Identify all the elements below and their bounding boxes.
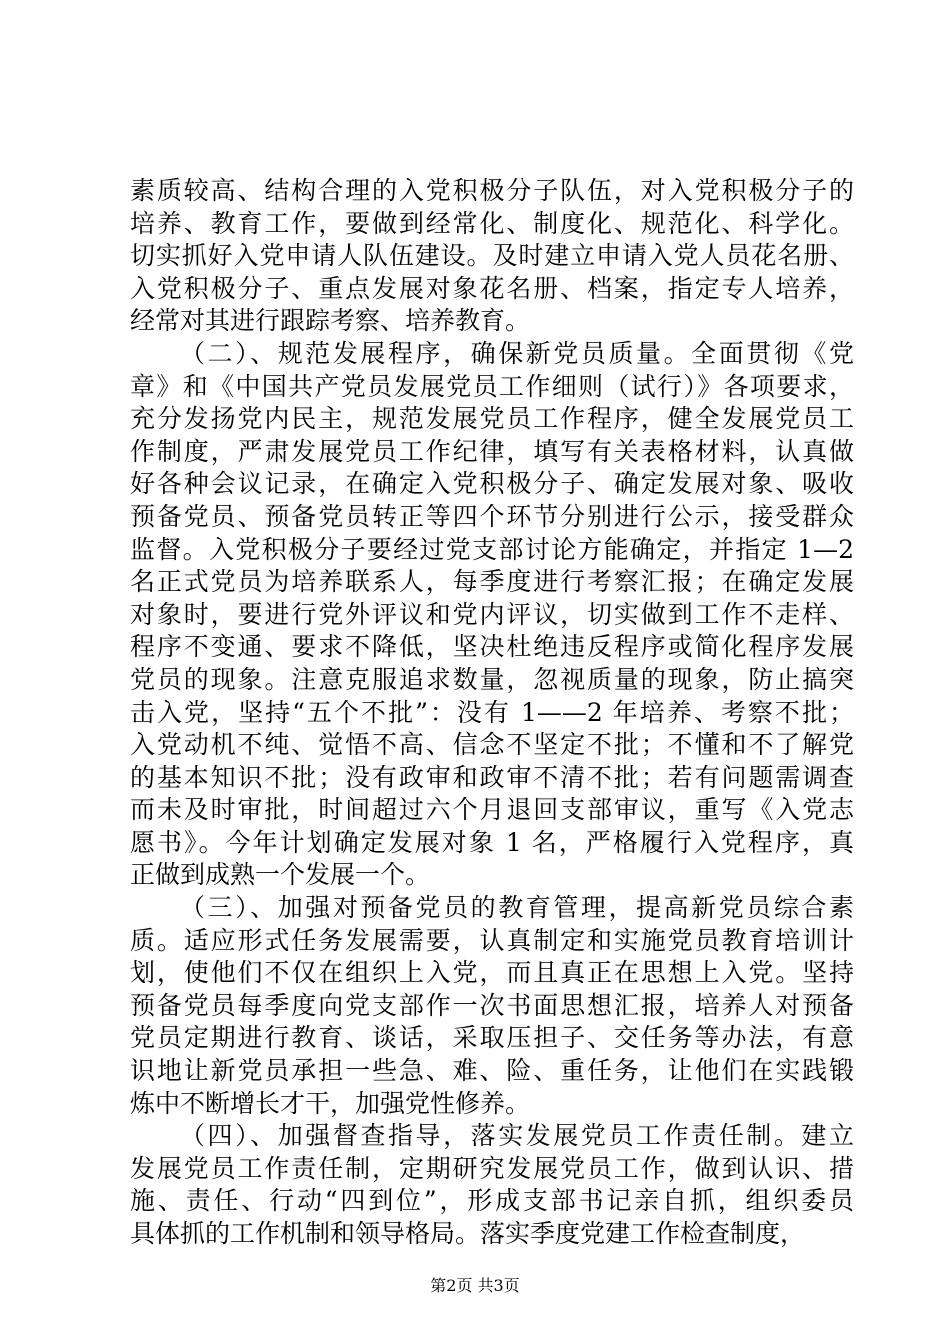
text-line: 程序不变通、要求不降低，坚决杜绝违反程序或简化程序发展 xyxy=(130,632,854,662)
text-line: 好各种会议记录，在确定入党积极分子、确定发展对象、吸收 xyxy=(130,469,854,499)
text-line: 培养、教育工作，要做到经常化、制度化、规范化、科学化。 xyxy=(130,208,854,238)
text-line: 入党动机不纯、觉悟不高、信念不坚定不批；不懂和不了解党 xyxy=(130,730,854,760)
text-line: 作制度，严肃发展党员工作纪律，填写有关表格材料，认真做 xyxy=(130,436,854,466)
text-line: 愿书》。今年计划确定发展对象 1 名，严格履行入党程序，真 xyxy=(130,827,854,857)
text-line: 党员定期进行教育、谈话，采取压担子、交任务等办法，有意 xyxy=(130,1023,854,1053)
text-line: 素质较高、结构合理的入党积极分子队伍，对入党积极分子的 xyxy=(130,176,854,205)
text-line: 施、责任、行动“四到位”，形成支部书记亲自抓，组织委员 xyxy=(130,1186,854,1216)
page-footer: 第2页 共3页 xyxy=(430,1276,520,1295)
text-line: 而未及时审批，时间超过六个月退回支部审议，重写《入党志 xyxy=(130,795,854,825)
text-line: 对象时，要进行党外评议和党内评议，切实做到工作不走样、 xyxy=(130,599,854,629)
text-line: 正做到成熟一个发展一个。 xyxy=(130,860,431,890)
text-line: 切实抓好入党申请人队伍建设。及时建立申请入党人员花名册、 xyxy=(130,241,854,271)
text-line: 名正式党员为培养联系人，每季度进行考察汇报；在确定发展 xyxy=(130,567,854,597)
text-line: （二）、规范发展程序，确保新党员质量。全面贯彻《党 xyxy=(180,338,854,368)
text-line: （四）、加强督查指导，落实发展党员工作责任制。建立 xyxy=(180,1121,854,1151)
text-line: 预备党员每季度向党支部作一次书面思想汇报，培养人对预备 xyxy=(130,990,854,1020)
text-line: 质。适应形式任务发展需要，认真制定和实施党员教育培训计 xyxy=(130,925,854,955)
text-line: 划，使他们不仅在组织上入党，而且真正在思想上入党。坚持 xyxy=(130,958,854,988)
text-line: 党员的现象。注意克服追求数量，忽视质量的现象，防止搞突 xyxy=(130,664,854,694)
text-line: 充分发扬党内民主，规范发展党员工作程序，健全发展党员工 xyxy=(130,404,854,434)
text-line: 入党积极分子、重点发展对象花名册、档案，指定专人培养， xyxy=(130,273,854,303)
text-line: 具体抓的工作机制和领导格局。落实季度党建工作检查制度， xyxy=(130,1219,806,1248)
text-line: 炼中不断增长才干，加强党性修养。 xyxy=(130,1088,531,1118)
text-line: 监督。入党积极分子要经过党支部讨论方能确定，并指定 1—2 xyxy=(130,534,854,564)
text-line: （三）、加强对预备党员的教育管理，提高新党员综合素 xyxy=(180,893,854,923)
text-line: 识地让新党员承担一些急、难、险、重任务，让他们在实践锻 xyxy=(130,1056,854,1086)
text-line: 预备党员、预备党员转正等四个环节分别进行公示，接受群众 xyxy=(130,501,854,531)
text-line: 的基本知识不批；没有政审和政审不清不批；若有问题需调查 xyxy=(130,762,854,792)
text-line: 经常对其进行跟踪考察、培养教育。 xyxy=(130,306,531,336)
text-line: 发展党员工作责任制，定期研究发展党员工作，做到认识、措 xyxy=(130,1153,854,1183)
document-body xyxy=(130,175,854,1251)
text-line: 章》和《中国共产党员发展党员工作细则（试行）》各项要求， xyxy=(130,371,854,401)
text-line: 击入党，坚持“五个不批”：没有 1——2 年培养、考察不批； xyxy=(130,697,854,727)
